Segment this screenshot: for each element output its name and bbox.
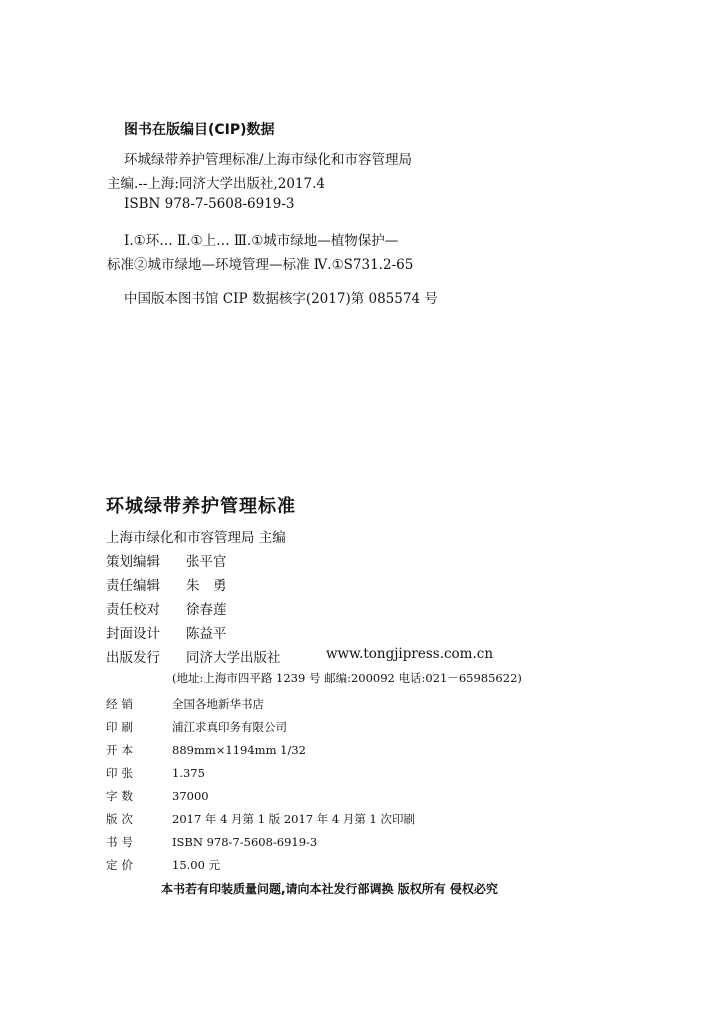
spec-value: 全国各地新华书店 (172, 697, 264, 711)
cip-line-isbn: ISBN 978-7-5608-6919-3 (124, 196, 295, 212)
spec-row-printer (106, 719, 287, 735)
copyright-notice: 本书若有印装质量问题,请向本社发行部调换 版权所有 侵权必究 (161, 882, 498, 896)
publisher-address: (地址:上海市四平路 1239 号 邮编:200092 电话:021－65985622) (172, 671, 522, 685)
spec-row-isbn (106, 834, 317, 850)
spec-value: 2017 年 4 月第 1 版 2017 年 4 月第 1 次印刷 (172, 812, 416, 826)
spec-value: 1.375 (172, 766, 205, 780)
credit-label: 出版发行 (106, 650, 160, 666)
credit-row-proofreader (106, 598, 227, 618)
spec-row-distribution (106, 696, 264, 712)
book-editor: 上海市绿化和市容管理局 主编 (106, 530, 286, 546)
cip-line-subjects-2: 标准②城市绿地—环境管理—标准 Ⅳ.①S731.2-65 (107, 257, 414, 273)
spec-row-sheets (106, 765, 205, 781)
credit-row-cover-design (106, 622, 227, 642)
cip-heading: 图书在版编目(CIP)数据 (124, 122, 275, 138)
spec-value: 889mm×1194mm 1/32 (172, 743, 306, 757)
credit-row-responsible-editor (106, 574, 227, 594)
spec-label: 开本 (106, 743, 137, 757)
publisher-url: www.tongjipress.com.cn (326, 646, 494, 662)
credit-value: 陈益平 (186, 626, 227, 642)
spec-label: 经销 (106, 697, 137, 711)
spec-row-price (106, 857, 220, 873)
spec-label: 字数 (106, 789, 137, 803)
spec-label: 印刷 (106, 720, 137, 734)
spec-value: ISBN 978-7-5608-6919-3 (172, 835, 318, 849)
spec-label: 印张 (106, 766, 137, 780)
credit-value: 同济大学出版社 (186, 650, 281, 666)
credit-label: 封面设计 (106, 626, 160, 642)
cip-line-title: 环城绿带养护管理标准/上海市绿化和市容管理局 (124, 152, 413, 168)
credit-row-planning-editor (106, 550, 227, 570)
credit-value: 张平官 (186, 554, 227, 570)
credit-label: 责任编辑 (106, 578, 160, 594)
spec-row-edition (106, 811, 415, 827)
book-title: 环城绿带养护管理标准 (106, 496, 296, 517)
spec-label: 定价 (106, 858, 137, 872)
spec-value: 37000 (172, 789, 209, 803)
cip-line-record: 中国版本图书馆 CIP 数据核字(2017)第 085574 号 (124, 291, 438, 307)
spec-row-format (106, 742, 306, 758)
spec-label: 书号 (106, 835, 137, 849)
cip-line-publisher: 主编.--上海:同济大学出版社,2017.4 (107, 176, 325, 192)
spec-row-word-count (106, 788, 209, 804)
spec-label: 版次 (106, 812, 137, 826)
credit-value: 朱 勇 (186, 578, 227, 594)
credit-value: 徐春莲 (186, 602, 227, 618)
credit-row-publisher (106, 646, 606, 666)
cip-line-subjects-1: Ⅰ.①环… Ⅱ.①上… Ⅲ.①城市绿地—植物保护— (124, 233, 399, 249)
spec-value: 浦江求真印务有限公司 (172, 720, 287, 734)
spec-value: 15.00 元 (172, 858, 221, 872)
credit-label: 责任校对 (106, 602, 160, 618)
credit-label: 策划编辑 (106, 554, 160, 570)
